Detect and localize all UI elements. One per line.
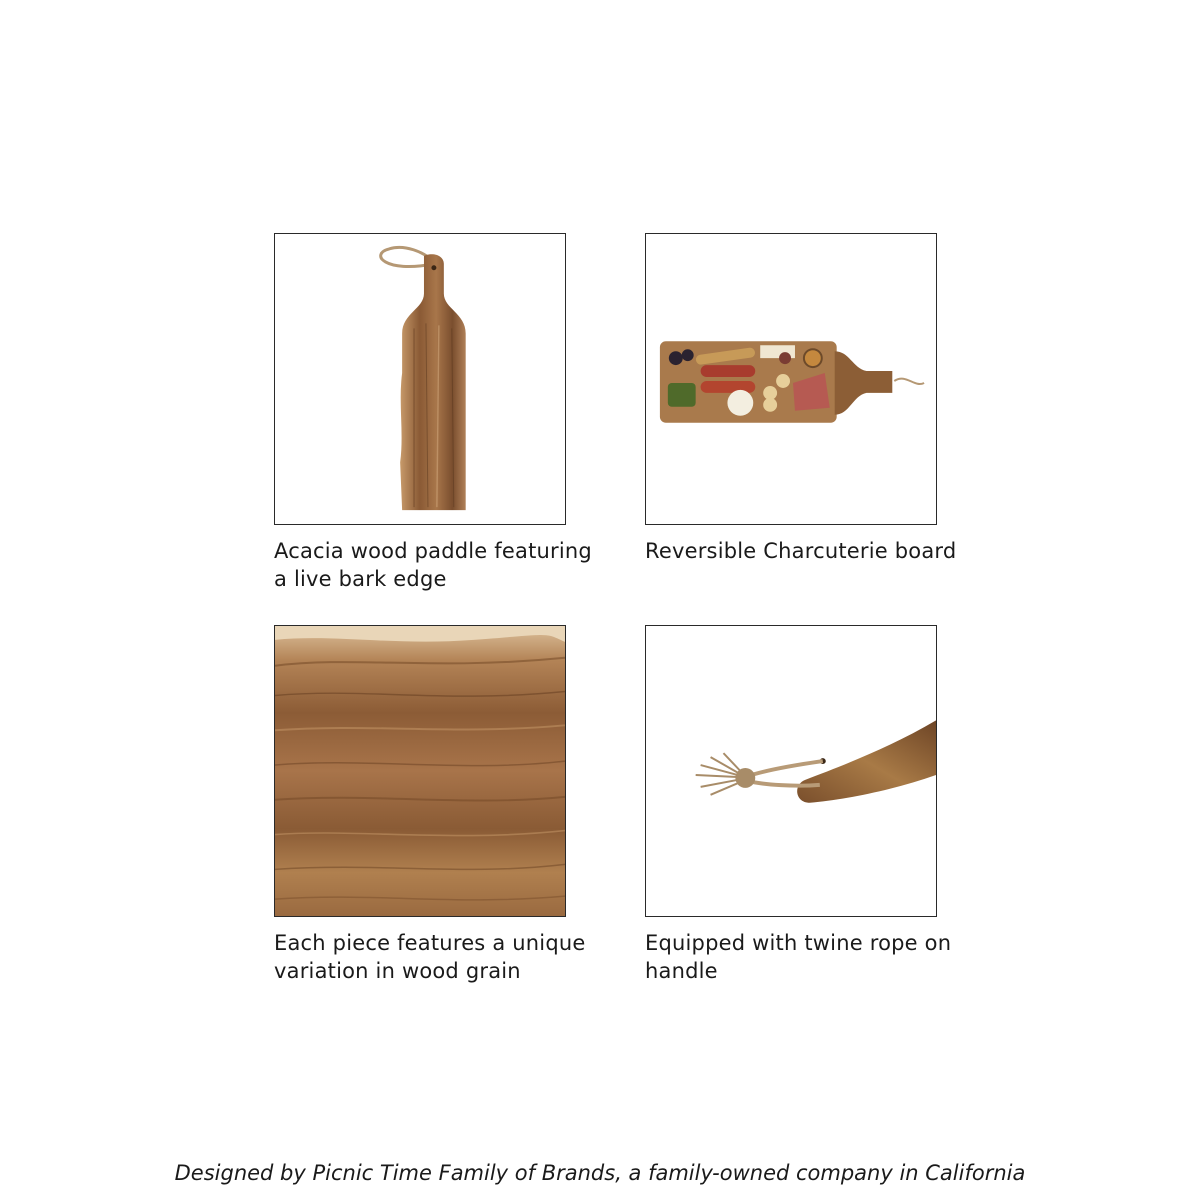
feature-caption-wood-grain: Each piece features a unique variation in wood grain — [274, 931, 586, 983]
feature-caption-charcuterie: Reversible Charcuterie board — [645, 539, 957, 563]
feature-caption-twine-rope: Equipped with twine rope on handle — [645, 931, 952, 983]
twine-rope-handle-icon — [646, 626, 936, 916]
paddle-board-icon — [275, 234, 565, 524]
charcuterie-board-icon — [646, 234, 936, 524]
feature-image-wood-grain — [274, 625, 566, 917]
brand-footer-text: Designed by Picnic Time Family of Brands, a family-owned company in California — [174, 1161, 1026, 1185]
wood-grain-icon — [275, 626, 565, 916]
feature-image-charcuterie — [645, 233, 937, 525]
feature-caption-paddle: Acacia wood paddle featuring a live bark edge — [274, 539, 592, 591]
feature-image-paddle — [274, 233, 566, 525]
feature-image-twine-rope — [645, 625, 937, 917]
